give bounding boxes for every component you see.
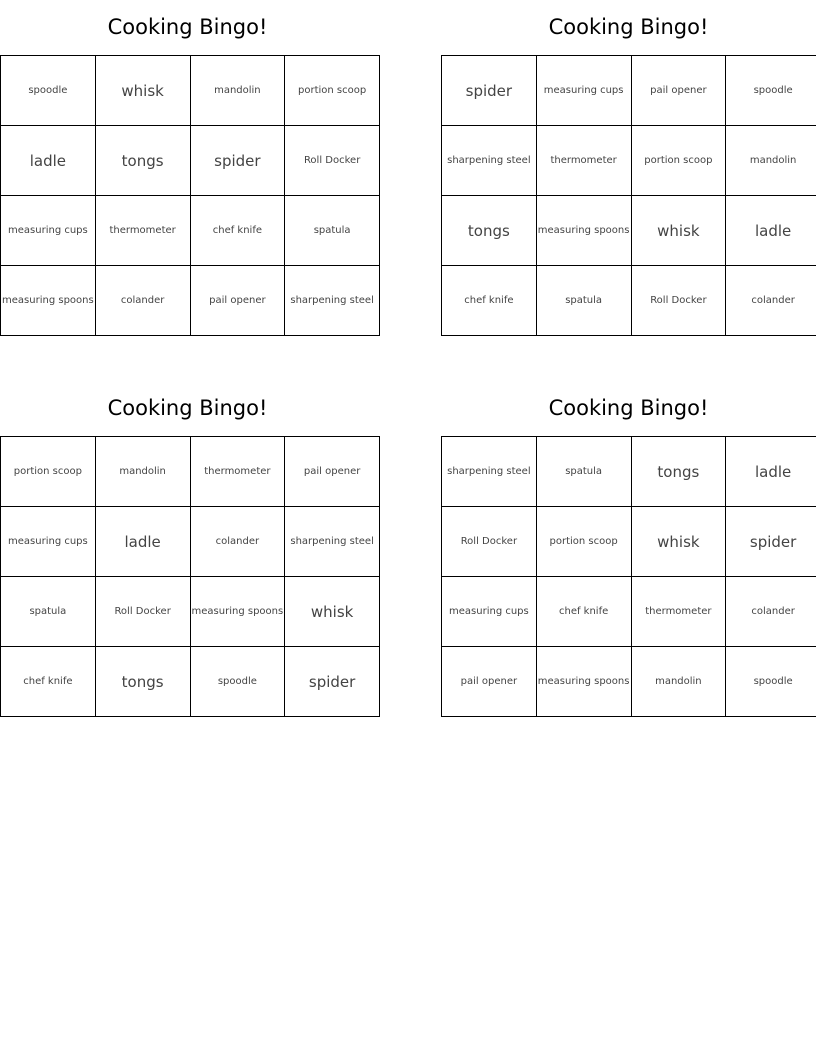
grid-row xyxy=(442,507,816,577)
grid-row xyxy=(442,577,816,647)
grid-cell: sharpening steel xyxy=(442,437,537,507)
grid-cell: mandolin xyxy=(95,437,190,507)
grid-cell: portion scoop xyxy=(536,507,631,577)
grid-cell: pail opener xyxy=(190,266,285,336)
grid-cell: Roll Docker xyxy=(285,126,380,196)
grid-row xyxy=(442,437,816,507)
grid-cell: spoodle xyxy=(190,647,285,717)
grid-cell: spider xyxy=(442,56,537,126)
grid-cell: Roll Docker xyxy=(95,577,190,647)
grid-cell: measuring cups xyxy=(1,196,96,266)
grid-row xyxy=(442,56,816,126)
grid-row xyxy=(1,577,380,647)
grid-cell: chef knife xyxy=(1,647,96,717)
grid-cell: tongs xyxy=(442,196,537,266)
grid-row xyxy=(1,266,380,336)
bingo-card-3 xyxy=(0,381,375,717)
grid-cell: thermometer xyxy=(190,437,285,507)
grid-cell: whisk xyxy=(95,56,190,126)
grid-row xyxy=(442,126,816,196)
grid-cell: colander xyxy=(190,507,285,577)
grid-cell: thermometer xyxy=(95,196,190,266)
grid-row xyxy=(1,437,380,507)
grid-cell: tongs xyxy=(95,126,190,196)
grid-cell: chef knife xyxy=(536,577,631,647)
grid-cell: chef knife xyxy=(190,196,285,266)
grid-row xyxy=(1,56,380,126)
grid-cell: measuring cups xyxy=(536,56,631,126)
grid-cell: sharpening steel xyxy=(285,507,380,577)
grid-cell: ladle xyxy=(726,437,816,507)
grid-cell: tongs xyxy=(631,437,726,507)
grid-cell: portion scoop xyxy=(631,126,726,196)
grid-cell: measuring spoons xyxy=(1,266,96,336)
grid-cell: whisk xyxy=(631,196,726,266)
grid-cell: thermometer xyxy=(631,577,726,647)
grid-cell: tongs xyxy=(95,647,190,717)
bingo-grid xyxy=(441,55,816,336)
grid-cell: spoodle xyxy=(1,56,96,126)
grid-cell: spoodle xyxy=(726,56,816,126)
grid-row xyxy=(1,196,380,266)
bingo-card-2 xyxy=(441,0,816,336)
grid-cell: spider xyxy=(285,647,380,717)
grid-cell: Roll Docker xyxy=(631,266,726,336)
grid-cell: spoodle xyxy=(726,647,816,717)
grid-cell: colander xyxy=(726,577,816,647)
grid-cell: mandolin xyxy=(631,647,726,717)
grid-cell: spider xyxy=(726,507,816,577)
grid-row xyxy=(442,196,816,266)
grid-cell: portion scoop xyxy=(285,56,380,126)
bingo-grid xyxy=(441,436,816,717)
grid-cell: spatula xyxy=(536,266,631,336)
bingo-grid xyxy=(0,55,380,336)
grid-cell: ladle xyxy=(1,126,96,196)
grid-row xyxy=(442,647,816,717)
grid-cell: colander xyxy=(95,266,190,336)
grid-cell: portion scoop xyxy=(1,437,96,507)
grid-cell: measuring cups xyxy=(442,577,537,647)
grid-row xyxy=(1,507,380,577)
grid-cell: mandolin xyxy=(190,56,285,126)
grid-cell: chef knife xyxy=(442,266,537,336)
grid-cell: spatula xyxy=(1,577,96,647)
bingo-grid xyxy=(0,436,380,717)
bingo-card-4 xyxy=(441,381,816,717)
grid-row xyxy=(1,126,380,196)
grid-cell: Roll Docker xyxy=(442,507,537,577)
grid-cell: ladle xyxy=(726,196,816,266)
grid-cell: colander xyxy=(726,266,816,336)
card-title: Cooking Bingo! xyxy=(107,396,268,420)
grid-cell: spider xyxy=(190,126,285,196)
grid-cell: measuring cups xyxy=(1,507,96,577)
grid-cell: spatula xyxy=(285,196,380,266)
grid-cell: measuring spoons xyxy=(536,647,631,717)
grid-cell: ladle xyxy=(95,507,190,577)
grid-row xyxy=(1,647,380,717)
grid-cell: spatula xyxy=(536,437,631,507)
grid-cell: pail opener xyxy=(285,437,380,507)
grid-cell: measuring spoons xyxy=(190,577,285,647)
bingo-card-1 xyxy=(0,0,375,336)
card-title: Cooking Bingo! xyxy=(548,15,709,39)
card-title: Cooking Bingo! xyxy=(548,396,709,420)
grid-cell: thermometer xyxy=(536,126,631,196)
grid-cell: pail opener xyxy=(631,56,726,126)
grid-cell: pail opener xyxy=(442,647,537,717)
grid-row xyxy=(442,266,816,336)
grid-cell: sharpening steel xyxy=(285,266,380,336)
grid-cell: measuring spoons xyxy=(536,196,631,266)
grid-cell: mandolin xyxy=(726,126,816,196)
card-title: Cooking Bingo! xyxy=(107,15,268,39)
grid-cell: sharpening steel xyxy=(442,126,537,196)
grid-cell: whisk xyxy=(285,577,380,647)
grid-cell: whisk xyxy=(631,507,726,577)
